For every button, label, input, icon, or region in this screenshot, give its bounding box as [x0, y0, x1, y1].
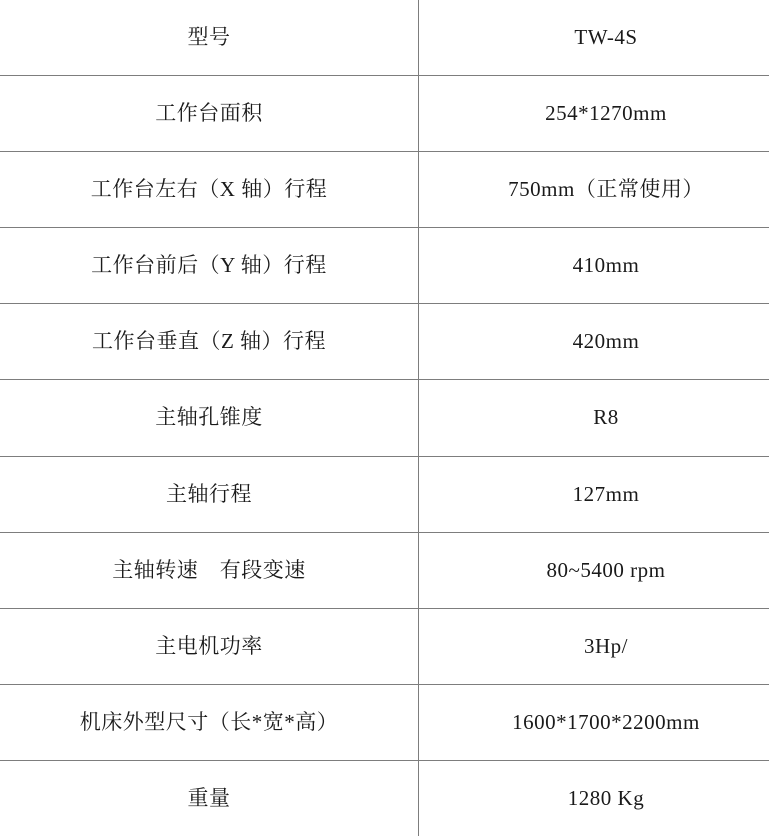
spec-value: 410mm	[419, 228, 769, 304]
spec-value: R8	[419, 380, 769, 456]
spec-label: 主轴行程	[0, 456, 419, 532]
spec-label: 型号	[0, 0, 419, 75]
spec-label: 工作台垂直（Z 轴）行程	[0, 304, 419, 380]
table-row	[0, 456, 769, 532]
spec-label: 工作台左右（X 轴）行程	[0, 151, 419, 227]
spec-value: 750mm（正常使用）	[419, 151, 769, 227]
table-row	[0, 380, 769, 456]
table-row	[0, 75, 769, 151]
spec-value: 1280 Kg	[419, 761, 769, 836]
spec-label: 重量	[0, 761, 419, 836]
table-row	[0, 0, 769, 75]
spec-label: 主电机功率	[0, 608, 419, 684]
spec-value: TW-4S	[419, 0, 769, 75]
spec-value: 3Hp/	[419, 608, 769, 684]
spec-label: 工作台前后（Y 轴）行程	[0, 228, 419, 304]
spec-label: 工作台面积	[0, 75, 419, 151]
table-row	[0, 761, 769, 836]
spec-value: 420mm	[419, 304, 769, 380]
table-row	[0, 228, 769, 304]
table-row	[0, 532, 769, 608]
spec-value: 80~5400 rpm	[419, 532, 769, 608]
table-row	[0, 608, 769, 684]
table-row	[0, 685, 769, 761]
spec-label: 机床外型尺寸（长*宽*高）	[0, 685, 419, 761]
spec-value: 1600*1700*2200mm	[419, 685, 769, 761]
table-row	[0, 151, 769, 227]
spec-label: 主轴孔锥度	[0, 380, 419, 456]
spec-value: 127mm	[419, 456, 769, 532]
spec-label: 主轴转速 有段变速	[0, 532, 419, 608]
table-row	[0, 304, 769, 380]
spec-value: 254*1270mm	[419, 75, 769, 151]
